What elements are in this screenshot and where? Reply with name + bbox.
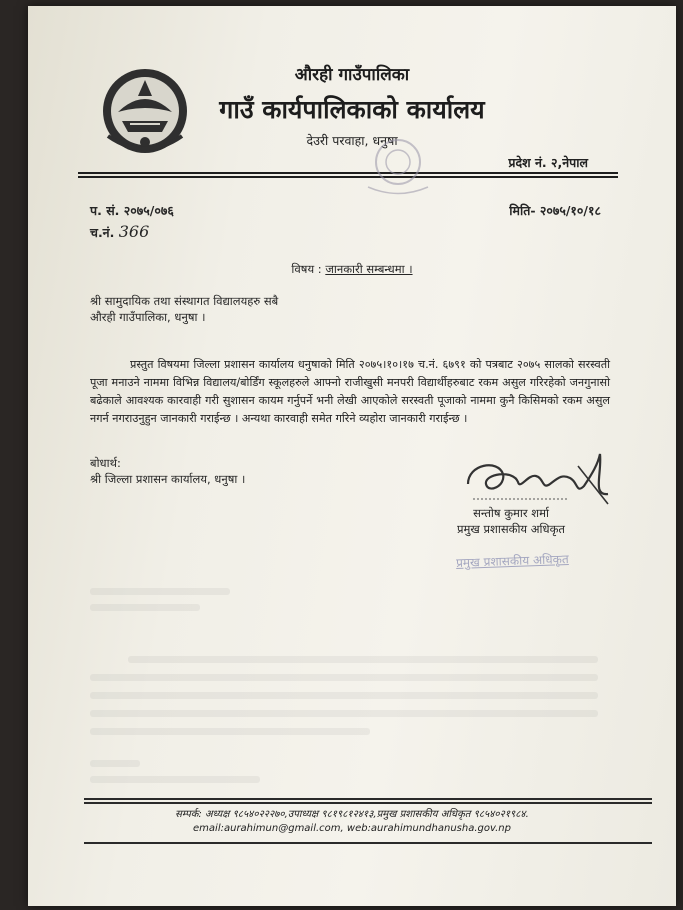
bleed-through-mark (90, 776, 260, 783)
recipient-line-1: श्री सामुदायिक तथा संस्थागत विद्यालयहरु सबै (90, 294, 279, 308)
cc-label: बोधार्थ: (90, 456, 121, 470)
dispatch-number (90, 222, 149, 241)
subject-line (28, 262, 676, 277)
bleed-through-mark (90, 728, 370, 735)
bleed-through-mark (128, 656, 598, 663)
cc-recipient: श्री जिल्ला प्रशासन कार्यालय, धनुषा । (90, 472, 246, 486)
letter-date: मिति- २०७५/१०/१८ (509, 203, 601, 218)
reference-number: प. सं. २०७५/०७६ (90, 203, 174, 218)
office-seal-icon (348, 132, 448, 212)
bleed-through-mark (90, 674, 598, 681)
footer-rule-top (84, 798, 652, 800)
footer-email-web: email:aurahimun@gmail.com, web:aurahimundhanusha.gov.np (193, 823, 511, 834)
office-address: देउरी परवाहा, धनुषा (306, 133, 398, 148)
bleed-through-mark (90, 604, 200, 611)
footer-contact: सम्पर्क: अध्यक्ष ९८५४०२२२७०,उपाध्यक्ष ९८१९८१२४१३,प्रमुख प्रशासकीय अधिकृत ९८५४०२१९८४. (175, 809, 529, 820)
bleed-through-mark (90, 710, 598, 717)
dispatch-value: 366 (118, 222, 150, 241)
signatory-title: प्रमुख प्रशासकीय अधिकृत (457, 522, 565, 536)
bleed-through-mark (90, 588, 230, 595)
subject-label: विषय : (291, 262, 322, 276)
municipality-name: औरही गाउँपालिका (294, 65, 410, 85)
footer-rule-second (84, 802, 652, 804)
letter-body: प्रस्तुत विषयमा जिल्ला प्रशासन कार्यालय धनुषाको मिति २०७५।१०।१७ च.नं. ६७९१ को पत्रबाट २०७५ सालको सरस्वती पूजा मनाउने नाममा विभिन्न विद्यालय/बोर्डिंग स्कूलहरुले आफ्नो राजीखुसी मनपरी विद्यार्थीहरुबाट रकम असुल गरिरहेको जनगुनासो बढेकाले आवश्यक कारवाही गरी सुशासन कायम गर्नुपर्ने भनी लेखी आएकोले सरस्वती पूजाको नाममा कुनै किसिमको रकम असुल नगर्न नगराउनुहुन जानकारी गराईन्छ । अन्यथा कारवाही समेत गरिने व्यहोरा जानकारी गराईन्छ । (90, 358, 610, 425)
bleed-through-mark (90, 692, 598, 699)
letter-paper (28, 6, 676, 906)
signature-image (458, 444, 618, 514)
office-title: गाउँ कार्यपालिकाको कार्यालय (219, 95, 485, 124)
signatory-name: सन्तोष कुमार शर्मा (473, 506, 549, 520)
recipient-line-2: औरही गाउँपालिका, धनुषा । (90, 310, 206, 324)
bleed-through-mark (90, 760, 140, 767)
dispatch-label: च.नं. (90, 225, 115, 240)
signatory-stamp: प्रमुख प्रशासकीय अधिकृत (455, 552, 569, 570)
province-label: प्रदेश नं. २,नेपाल (508, 155, 588, 170)
footer-rule-bottom (84, 842, 652, 844)
subject-value: जानकारी सम्बन्धमा । (325, 262, 413, 276)
